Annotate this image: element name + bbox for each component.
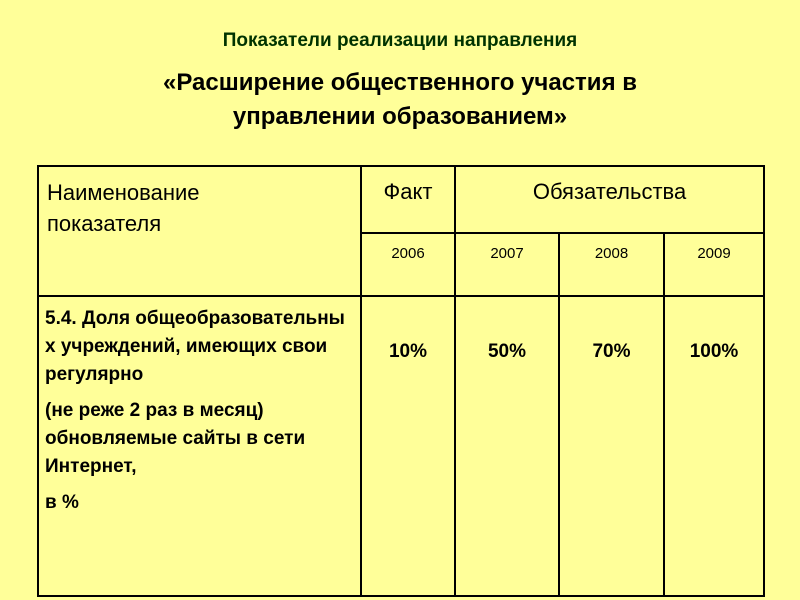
indicators-table	[37, 165, 765, 597]
value-cell: 70%	[559, 296, 664, 596]
column-header-name	[38, 166, 361, 296]
year-cell: 2007	[455, 233, 559, 296]
value-cell: 10%	[361, 296, 455, 596]
column-header-name-line-2: показателя	[47, 211, 162, 236]
column-header-name-line-1: Наименование	[47, 180, 200, 205]
slide-title	[0, 66, 800, 134]
year-cell: 2008	[559, 233, 664, 296]
header-row	[38, 166, 764, 233]
value-cell: 100%	[664, 296, 764, 596]
year-cell: 2009	[664, 233, 764, 296]
column-header-fact: Факт	[361, 166, 455, 233]
column-header-obligations: Обязательства	[455, 166, 764, 233]
indicator-name-part-2: (не реже 2 раз в месяц) обновляемые сайты в сети Интернет,	[45, 400, 306, 477]
year-cell: 2006	[361, 233, 455, 296]
indicator-name-cell	[38, 296, 361, 596]
table-row	[38, 296, 764, 596]
indicator-name-part-1: 5.4. Доля общеобразовательны х учреждений, имеющих свои регулярно	[45, 308, 345, 385]
indicator-name-part-3: в %	[45, 492, 79, 513]
slide-subtitle: Показатели реализации направления	[222, 30, 578, 51]
value-cell: 50%	[455, 296, 559, 596]
title-line-1: «Расширение общественного участия в	[163, 69, 637, 96]
title-line-2: управлении образованием»	[232, 103, 568, 130]
